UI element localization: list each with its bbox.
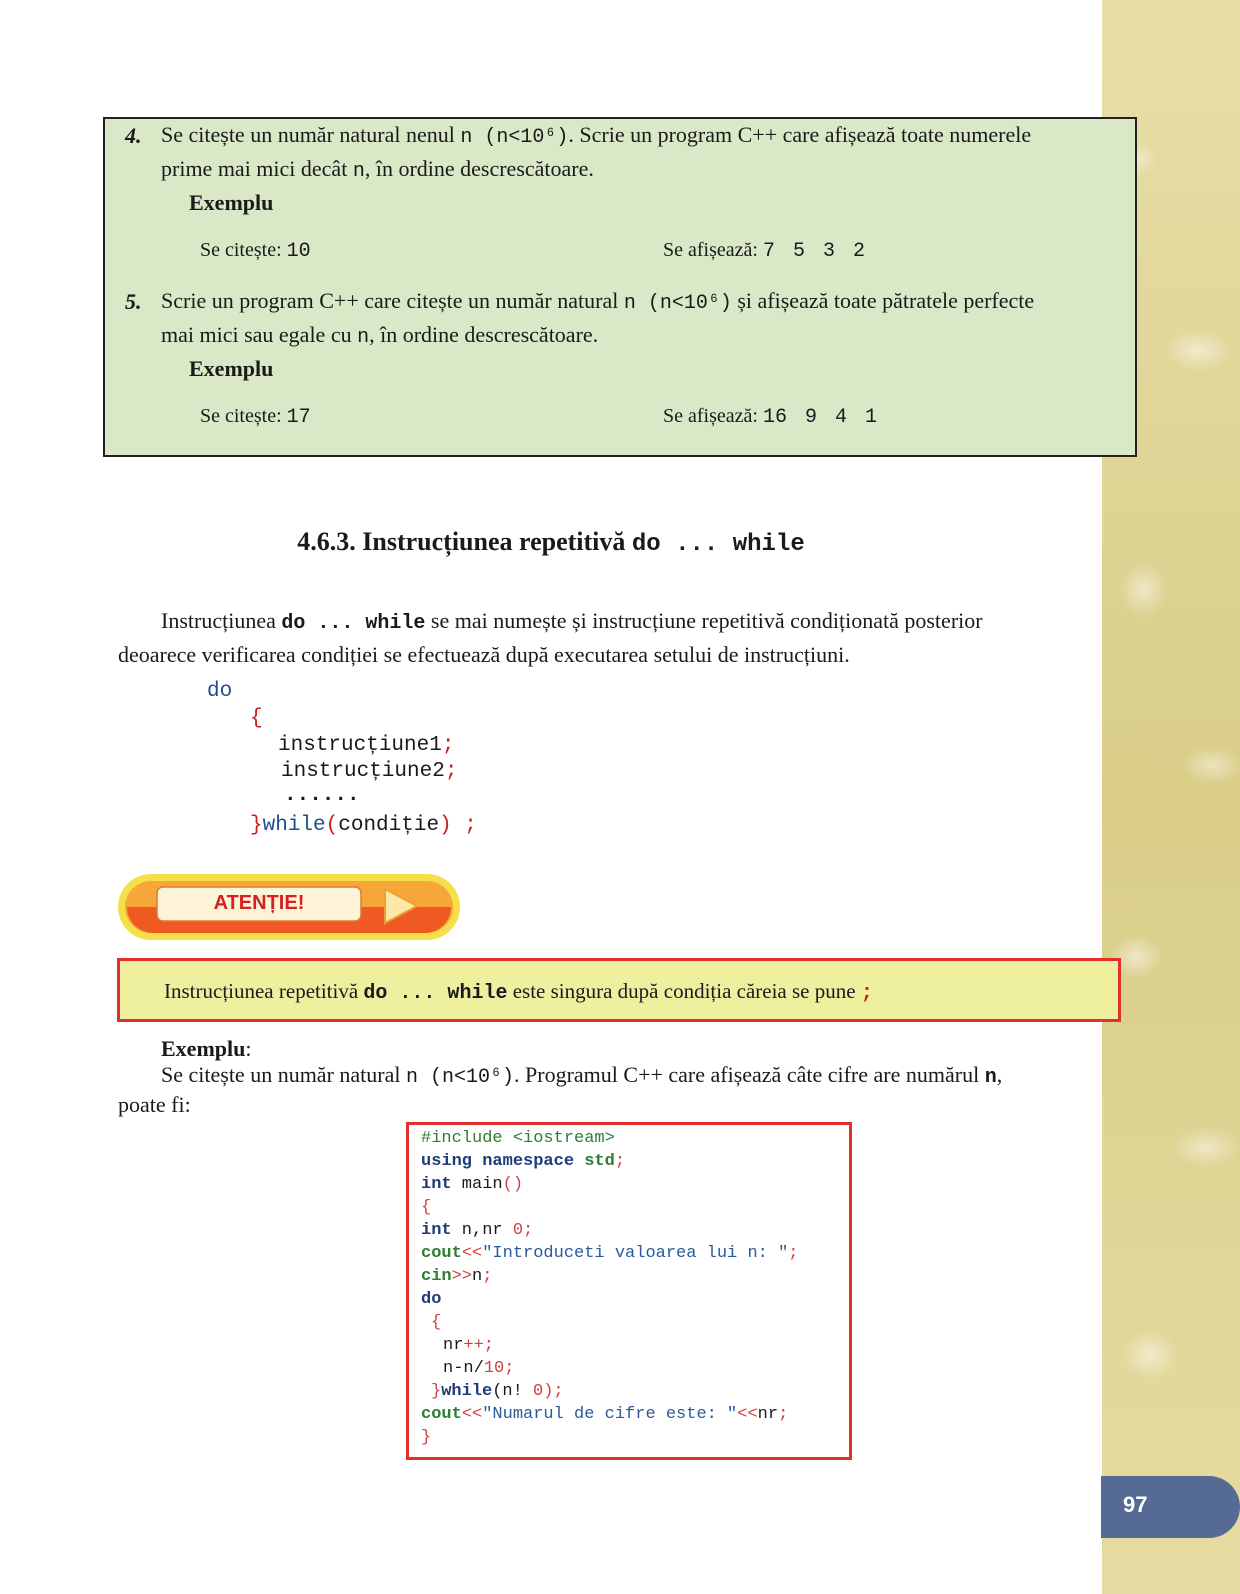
- note-text-b: este singura după condiția căreia se pune: [507, 979, 861, 1003]
- syntax-close-paren: ): [439, 814, 452, 837]
- note-code: do ... while: [363, 982, 508, 1005]
- code-std: std: [574, 1152, 615, 1171]
- code-ten: 10;: [483, 1359, 515, 1378]
- example-code-n: n: [984, 1066, 997, 1089]
- exercise-4-output: [663, 239, 865, 263]
- exercise-5-text-c: mai mici sau egale cu: [161, 322, 358, 347]
- code-line-7: [421, 1267, 492, 1286]
- code-l7-semicolon: ;: [482, 1267, 493, 1286]
- code-op-2: >>: [451, 1267, 473, 1286]
- exercise-5-output-value: 16 9 4 1: [762, 406, 877, 429]
- code-vars: n,nr: [451, 1221, 503, 1240]
- exercise-4-line1: [161, 122, 1031, 149]
- exercise-5-code-n: n: [357, 326, 370, 349]
- exercise-4-text-b: . Scrie un program C++ care afișează toate numerele: [568, 122, 1032, 147]
- code-line-8: do: [421, 1290, 442, 1309]
- exercise-4-output-label: Se afișează:: [663, 239, 763, 261]
- code-line-9: {: [431, 1313, 442, 1332]
- exercise-4-line2: [161, 156, 594, 183]
- syntax-while-line: [250, 814, 477, 837]
- code-while: while: [441, 1382, 493, 1401]
- example-text-c: ,: [996, 1062, 1003, 1087]
- code-line-3: [421, 1175, 523, 1194]
- code-listing: [406, 1122, 852, 1460]
- code-line-5: [421, 1221, 533, 1240]
- exercise-5-input: [200, 405, 311, 429]
- exercise-4-number: 4.: [125, 123, 142, 148]
- code-l6-semicolon: ;: [788, 1244, 799, 1263]
- note-semicolon: ;: [860, 982, 873, 1005]
- code-cout-2: cout: [421, 1405, 462, 1424]
- code-nr: nr: [443, 1336, 464, 1355]
- code-op-1: <<: [461, 1244, 483, 1263]
- example-text-b: . Programul C++ care afișează câte cifre are numărul: [514, 1062, 985, 1087]
- exercise-5-example-label: Exemplu: [189, 356, 274, 381]
- exercise-5-line1: [161, 288, 1034, 315]
- syntax-instr1-semicolon: ;: [441, 734, 455, 757]
- note-box: [117, 958, 1121, 1022]
- syntax-dots: ......: [284, 784, 360, 807]
- code-main-paren: (): [502, 1175, 524, 1194]
- code-int-decl: int: [421, 1221, 452, 1240]
- exercises-box: [103, 117, 1137, 457]
- syntax-condition: condiție: [338, 814, 440, 837]
- exercise-4-example-label: Exemplu: [189, 190, 274, 215]
- exercise-5-code: n (n<10⁶): [623, 292, 732, 315]
- syntax-while-keyword: while: [262, 814, 326, 837]
- syntax-open-brace: {: [250, 707, 263, 730]
- exercise-5-text-d: , în ordine descrescătoare.: [369, 322, 599, 347]
- example-line2: poate fi:: [118, 1092, 191, 1117]
- code-line-12: [431, 1382, 564, 1401]
- intro-code: do ... while: [281, 612, 426, 635]
- note-text: [164, 979, 873, 1005]
- code-line-4: {: [421, 1198, 432, 1217]
- exercise-5-output: [663, 405, 877, 429]
- exercise-4-input-label: Se citește:: [200, 239, 287, 261]
- exercise-4-code-n: n: [352, 160, 365, 183]
- example-label: Exemplu: [161, 1036, 246, 1061]
- syntax-close-brace: }: [250, 814, 263, 837]
- syntax-instr2: [281, 760, 457, 783]
- note-text-a: Instrucțiunea repetitivă: [164, 979, 364, 1003]
- code-string-2: "Numarul de cifre este: ": [482, 1405, 738, 1424]
- exercise-4-text-d: , în ordine descrescătoare.: [364, 156, 594, 181]
- code-line-10: [443, 1336, 494, 1355]
- exercise-5-input-value: 17: [286, 406, 311, 429]
- syntax-open-paren: (: [325, 814, 339, 837]
- code-line-1: #include <iostream>: [421, 1129, 615, 1148]
- page-number-tab: [1101, 1476, 1240, 1538]
- code-using-namespace: using namespace: [421, 1152, 575, 1171]
- code-while-cond: (n!: [492, 1382, 534, 1401]
- syntax-instr2-text: instrucțiune2: [281, 760, 445, 783]
- example-line1: [161, 1062, 1002, 1089]
- code-cin: cin: [421, 1267, 452, 1286]
- example-text-a: Se citește un număr natural: [161, 1062, 406, 1087]
- exercise-4-input-value: 10: [286, 240, 311, 263]
- exercise-4-input: [200, 239, 311, 263]
- code-division: n-n/: [443, 1359, 484, 1378]
- atentie-banner: [117, 873, 461, 941]
- exercise-5-line2: [161, 322, 598, 349]
- exercise-5-text-a: Scrie un program C++ care citește un număr natural: [161, 288, 624, 313]
- code-main: main: [451, 1175, 503, 1194]
- code-int: int: [421, 1175, 452, 1194]
- exercise-4-output-value: 7 5 3 2: [762, 240, 865, 263]
- page-number: 97: [1123, 1492, 1148, 1517]
- section-title-text: 4.6.3. Instrucțiunea repetitivă: [297, 527, 632, 556]
- exercise-4-code: n (n<10⁶): [460, 126, 569, 149]
- code-op-4: <<: [737, 1405, 758, 1424]
- syntax-instr1: [278, 734, 454, 757]
- code-op-3: <<: [461, 1405, 483, 1424]
- exercise-4-text-a: Se citește un număr natural nenul: [161, 122, 461, 147]
- section-title: [0, 527, 1240, 558]
- exercise-4-text-c: prime mai mici decât: [161, 156, 353, 181]
- code-cout-1: cout: [421, 1244, 462, 1263]
- code-while-zero: 0);: [533, 1382, 564, 1401]
- example-label-colon: :: [245, 1036, 252, 1061]
- code-increment: ++;: [463, 1336, 495, 1355]
- intro-line1: [161, 608, 983, 635]
- code-line-11: [443, 1359, 514, 1378]
- exercise-5-output-label: Se afișează:: [663, 405, 763, 427]
- intro-text-a: Instrucțiunea: [161, 608, 282, 633]
- syntax-instr1-text: instrucțiune1: [278, 734, 442, 757]
- syntax-do: do: [207, 680, 233, 703]
- code-close-brace: }: [431, 1382, 442, 1401]
- code-l13-semicolon: ;: [778, 1405, 789, 1424]
- exercise-5-text-b: și afișează toate pătratele perfecte: [731, 288, 1035, 313]
- exercise-5-number: 5.: [125, 289, 142, 314]
- code-string-1: "Introduceti valoarea lui n: ": [482, 1244, 789, 1263]
- atentie-label: ATENȚIE!: [213, 892, 305, 914]
- exercise-5-input-label: Se citește:: [200, 405, 287, 427]
- example-code: n (n<10⁶): [405, 1066, 515, 1089]
- code-l2-semicolon: ;: [614, 1152, 626, 1171]
- syntax-end-semicolon: ;: [451, 814, 477, 837]
- code-line-14: }: [421, 1428, 432, 1447]
- code-zero: 0;: [502, 1221, 534, 1240]
- section-title-code: do ... while: [631, 531, 805, 558]
- intro-line2: deoarece verificarea condiției se efectuează după executarea setului de instrucțiuni.: [118, 642, 850, 667]
- syntax-instr2-semicolon: ;: [444, 760, 458, 783]
- code-cin-var: n: [472, 1267, 483, 1286]
- example-heading: [161, 1036, 251, 1062]
- code-nr-out: nr: [757, 1405, 779, 1424]
- intro-text-b: se mai numește și instrucțiune repetitivă condiționată posterior: [425, 608, 983, 633]
- code-line-6: [421, 1244, 798, 1263]
- code-line-2: [421, 1152, 625, 1171]
- code-line-13: [421, 1405, 788, 1424]
